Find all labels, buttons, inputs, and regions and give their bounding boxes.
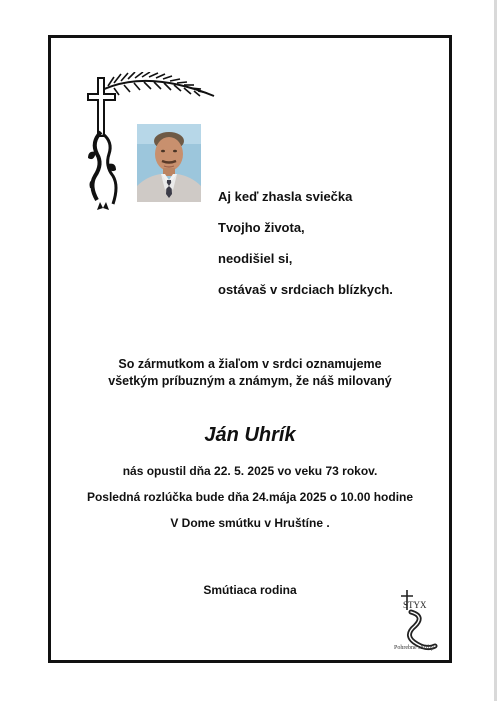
styx-tagline: Pohrebné služby [394,645,434,651]
styx-brand-text: STYX [403,600,427,610]
deceased-name: Ján Uhrík [204,424,296,446]
announcement-intro [48,356,452,390]
funeral-details [48,458,452,536]
funeral-time-line: Posledná rozlúčka bude dňa 24.mája 2025 o 10.00 hodine [86,490,414,504]
poem-line: ostávaš v srdciach blízkych. [218,282,393,297]
poem-line: Tvojho života, [218,220,305,235]
poem-line: Aj keď zhasla sviečka [218,189,353,204]
death-date-line: nás opustil dňa 22. 5. 2025 vo veku 73 rokov. [122,464,378,478]
poem-line: neodišiel si, [218,251,293,266]
funeral-place-line: V Dome smútku v Hruštíne . [170,516,330,530]
intro-line: So zármutkom a žiaľom v srdci oznamujeme [118,357,382,371]
memorial-poem [218,188,393,312]
mourning-family-signature: Smútiaca rodina [203,583,297,597]
deceased-portrait-photo [137,124,201,202]
intro-line: všetkým príbuzným a známym, že náš milovaný [108,374,392,388]
